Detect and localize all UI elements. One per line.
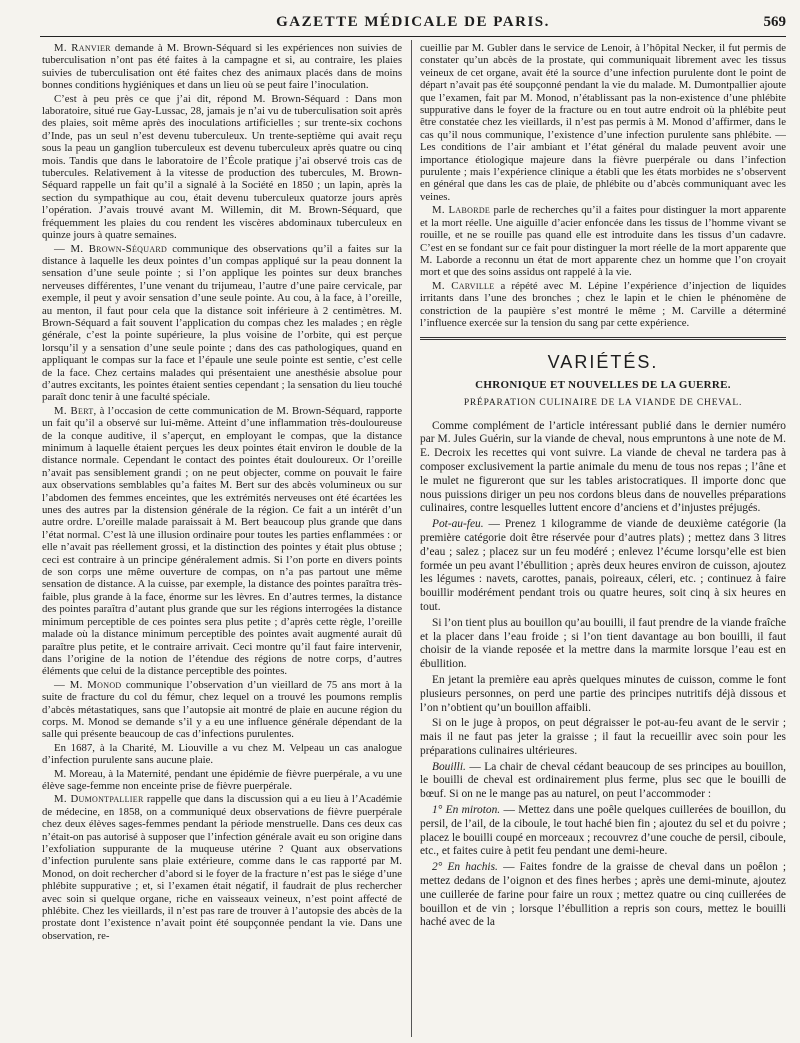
- recipe-pot-au-feu: [420, 518, 786, 615]
- paragraph-dumontpallier: [42, 793, 402, 942]
- paragraph-text: demande à M. Brown-Séquard si les expériences non suivies de tuberculisation n’ont pas été faites à la campagne et si, au contraire, les plaies suivies de tuberculisation ont été faites chez des animaux placés dans de moins bonnes conditions hygiéniques et dans un lieu où se peut faire l’inoculation.: [42, 42, 402, 92]
- paragraph-text: En 1687, à la Charité, M. Liouville a vu chez M. Velpeau un cas analogue d’infection purulente sans aucune plaie.: [42, 741, 402, 767]
- paragraph-text: , à l’occasion de cette communication de M. Brown-Séquard, rapporte un fait qu’il a observé sur lui-même. Atteint d’une inflammation très-douloureuse de la conque auditive, il s’aperçut, en employant le compas, que la distance minimum à laquelle étaient perçues les deux pointes était environ le double de la distance normale. Cependant le contact des pointes était douloureux. Or l’oreille n’avait pas sensiblement grandi ; on ne peut objecter, comme on pouvait le faire aux observations semblables qu’a faites M. Bert sur des abcès volumineux ou sur l’abdomen des femmes enceintes, que les extrémités nerveuses ont été écartées les unes des autres par la distension générale de la région. Ce fait a un intérêt d’un autre ordre. L’oreille malade paraissait à M. Bert beaucoup plus grande que dans l’état normal. C’est là une illusion ordinaire pour toutes les parties enflammées : or elle n’avait pas réellement grossi, et la distinction des pointes y était plus obtuse ; ceci est contraire à un principe généralement admis. Si l’on porte en divers points de son corps une même ouverture de compas, on n’a pas partout une même sensation de distance. A la cuisse, par exemple, la distance des pointes paraîtra très-faible, plus grande à la face, énorme sur les lèvres. En d’autres termes, la distance des pointes paraîtra d’autant plus grande que sur les régions interrogées la distance minimum perceptible de ces pointes sera plus petite ; d’après cette règle, l’oreille malade où la distance minimum perceptible des pointes avait augmenté aurait dû paraître plus petite, et le contraire arrivait. Ceci montre qu’il faut faire intervenir, dans l’origine de la notion de l’étendue des régions de notre corps, d’autres éléments que celui de la distance perceptible des pointes.: [42, 404, 402, 678]
- speaker-name: — M. Brown-Séquard: [54, 242, 168, 255]
- paragraph-bert: [42, 405, 402, 678]
- paragraph-monod: [42, 679, 402, 741]
- paragraph-text: M. Moreau, à la Maternité, pendant une épidémie de fièvre puerpérale, a vu une élève sage-femme non enceinte prise de fièvre puerpérale.: [42, 767, 402, 792]
- recipe-note-degraisser: [420, 717, 786, 758]
- paragraph-liouville: [42, 742, 402, 767]
- paragraph-text: — Faites fondre de la graisse de cheval dans un poêlon ; mettez dedans de l’oignon et des fines herbes ; après une demi-minute, ajoutez une cuillerée de farine pour faire un roux ; mettez quatre ou cinq cuillerées de bouillon et de vin ; lorsque l’ébullition a repris son cours, mettez le bouilli haché avec de la: [420, 861, 786, 929]
- paragraph-carville: [420, 280, 786, 330]
- paragraph-brown-sequard-compas: [42, 243, 402, 404]
- paragraph-continuation: [420, 42, 786, 203]
- article-title: PRÉPARATION CULINAIRE DE LA VIANDE DE CHEVAL.: [463, 398, 743, 409]
- paragraph-text: Si on le juge à propos, on peut dégraisser le pot-au-feu avant de le servir ; mais il ne faut pas jeter la graisse ; il faut la recueillir avec soin pour les préparations culinaires ultérieures.: [420, 717, 786, 757]
- paragraph-moreau: [42, 768, 402, 793]
- right-column: [420, 42, 786, 1037]
- page-number: 569: [763, 14, 786, 30]
- speaker-name: M. Ranvier: [54, 42, 111, 54]
- recipe-note-first-water: [420, 674, 786, 715]
- paragraph-brown-sequard-reply: [42, 93, 402, 242]
- recipe-title: Bouilli.: [432, 760, 466, 773]
- varietes-section: [420, 337, 786, 930]
- paragraph-text: En jetant la première eau après quelques minutes de cuisson, comme le font plusieurs personnes, on perd une partie des principes nutritifs déjà dissous et l’on n’obtient qu’un bouillon affaibli.: [420, 673, 786, 714]
- speaker-name: M. Dumontpallier: [54, 793, 144, 806]
- recipe-title: 1° En miroton.: [432, 804, 501, 817]
- speaker-name: — M. Monod: [54, 678, 122, 691]
- paragraph-text: a répété avec M. Lépine l’expérience d’injection de liquides irritants dans l’une des bronches ; chez le lapin et le chien le phénomène de constriction de la paupière s’est montré le même ; M. Carville a déterminé l’influence exercée sur la tension du sang par cette expérience.: [420, 279, 786, 329]
- paragraph-text: parle de recherches qu’il a faites pour distinguer la mort apparente et la mort réelle. Une aiguille d’acier enfoncée dans les tissus de l’homme vivant se rouille, et ne se rouille pas quand elle est introduite dans les tissus d’un cadavre. C’est en se fondant sur ce fait pour distinguer la mort réelle de la mort apparente que M. Laborde a reconnu un état de mort apparente chez un homme que l’on croyait mort et que des soins assidus ont rappelé à la vie.: [420, 204, 786, 279]
- recipe-bouilli: [420, 761, 786, 802]
- running-head: [40, 14, 786, 37]
- recipe-title: Pot-au-feu.: [432, 518, 484, 531]
- paragraph-text: communique des observations qu’il a faites sur la distance à laquelle les deux pointes d’un compas appliqué sur la peau donnent la sensation d’une seule pointe ; si l’on applique les pointes sur deux branches nerveuses différentes, l’une venant du trijumeau, l’autre d’une paire cervicale, par exemple, il peut y avoir sensation d’une seule pointe. Au cou, à la face, à l’oreille, au menton, il faut pour cela que la distance soit inférieure à 2 centimètres. M. Brown-Séquard a fait souvent l’application du compas chez les malades ; en règle générale, c’est la pointe supérieure, la plus voisine de l’orbite, qui est perçue lorsqu’il y a sensation d’une seule pointe ; dans des cas pathologiques, quand en appliquant le compas sur la face et l’épaule une seule pointe est sentie, c’est celle de la face. Chez certains malades qui présentaient une anesthésie absolue pour d’autres excitants, les pointes étaient senties cependant ; la sensation du lieu touché paraît donc tenir à une faculté spéciale.: [42, 242, 402, 404]
- paragraph-text: C’est à peu près ce que j’ai dit, répond M. Brown-Séquard : Dans mon laboratoire, situé rue Gay-Lussac, 28, jamais je n’ai vu de tuberculisation soit après des plaies, soit même après des inoculations artificielles ; sur trente-six cochons d’Inde, pas un seul n’est devenu tuberculeux. Un trente-septième qui avait reçu sous la peau un ganglion tuberculeux est devenu tuberculeux après quatre ou cinq mois. Tandis que dans le laboratoire de l’École pratique j’ai observé trois cas de tubercules. Relativement à la vitesse de production des tubercules, M. Brown-Séquard rappelle un fait qu’il a signalé à la Société en 1850 ; un lapin, après la section du sympathique au cou, était devenu tuberculeux quatorze jours après l’opération. J’avais trouvé avant M. Willemin, dit M. Brown-Séquard, que fréquemment les plaies du cou rendent les viscères abdominaux tuberculeux en quinze jours à quatre semaines.: [42, 92, 402, 242]
- left-column: [42, 42, 402, 1037]
- recipe-hachis: [420, 861, 786, 930]
- paragraph-text: Si l’on tient plus au bouillon qu’au bouilli, il faut prendre de la viande fraîche et la placer dans l’eau froide ; si l’on tient davantage au bon bouilli, il faut choisir de la viande reposée et la mettre dans la marmite lorsque l’eau est en ébullition.: [420, 616, 786, 671]
- recipe-miroton: [420, 804, 786, 859]
- recipe-note-bouillon: [420, 617, 786, 672]
- column-divider: [411, 40, 412, 1037]
- paragraph-ranvier: [42, 42, 402, 92]
- paragraph-text: Comme complément de l’article intéressant publié dans le dernier numéro par M. Jules Guérin, sur la viande de cheval, nous empruntons à une note de M. E. Decroix les recettes qui vont suivre. La viande de cheval ne tardera pas à composer exclusivement la partie animale du menu de tous nos repas ; l’âne et le mulet ne figureront que sur les tables aristocratiques. Il importe donc que nous puissions diriger un peu nos cordons bleus dans de nouvelles préparations culinaires, contre lesquelles luttent encore d’anciens et d’injustes préjugés.: [420, 419, 786, 515]
- recipe-title: 2° En hachis.: [432, 861, 498, 874]
- paragraph-text: — Prenez 1 kilogramme de viande de deuxième catégorie (la première catégorie doit être réservée pour d’autres plats) ; mettez dans 3 litres d’eau ; salez ; placez sur un feu modéré ; enlevez l’écume lorsqu’elle est bien formée un peu avant l’ébullition ; après deux heures environ de cuisson, ajoutez les légumes : navets, carottes, panais, poireaux, céleri, etc. ; continuez à faire bouillir modérément pendant trois ou quatre heures, soit cinq à six heures en tout.: [420, 518, 786, 613]
- paragraph-laborde: [420, 204, 786, 278]
- speaker-name: M. Bert: [54, 404, 94, 417]
- paragraph-text: — Mettez dans une poêle quelques cuillerées de bouillon, du persil, de l’ail, de la ciboule, le tout haché bien fin ; ajoutez du sel et du poivre ; placez le bouilli coupé en morceaux ; recouvrez d’une couche de persil, ciboule, etc., et faites cuire à petit feu pendant une demi-heure.: [420, 804, 786, 858]
- paragraph-text: — La chair de cheval cédant beaucoup de ses principes au bouillon, le bouilli de cheval est ordinairement plus ferme, plus sec que le bouilli de bœuf. Si on ne le mange pas au naturel, on peut l’accommoder :: [420, 760, 786, 801]
- journal-title: GAZETTE MÉDICALE DE PARIS.: [276, 14, 550, 30]
- speaker-name: M. Laborde: [432, 204, 491, 217]
- paragraph-text: cueillie par M. Gubler dans le service de Lenoir, à l’hôpital Necker, il fut permis de constater qu’un abcès de la prostate, qui communiquait librement avec les tissus veineux de cet organe, avait été la source d’une infection purulente dont le point de départ n’avait pas été soupçonné pendant la vie du malade. M. Dumontpallier ajoute que l’examen, fait par M. Monod, n’établissant pas la non-existence d’une phlébite suppurative dans le foyer de la fracture ou en tout autre endroit où la phlébite peut être constatée chez les vieillards, il n’est pas permis à M. Monod d’affirmer, dans le cas qu’il nous communique, l’existence d’une infection purulente sans phlébite. — Les conditions de l’air ambiant et l’état général du malade peuvent avoir une importance étiologique majeure dans la fièvre puerpérale ou dans l’infection purulente ; mais l’expérience clinique a établi que les états morbides ne s’observent en général que dans les cas de plaie, de phlébite ou d’abcès communiquant avec les veines.: [420, 42, 786, 203]
- section-subtitle: CHRONIQUE ET NOUVELLES DE LA GUERRE.: [475, 378, 731, 391]
- article-body: [420, 420, 786, 931]
- speaker-name: M. Carville: [432, 279, 495, 292]
- paragraph-text: rappelle que dans la discussion qui a eu lieu à l’Académie de médecine, en 1858, on a communiqué deux observations de fièvre puerpérale chez deux élèves sages-femmes pendant la période menstruelle. Dans ces deux cas n’était-on pas autorisé à supposer que l’infection générale avait eu son origine dans l’exfoliation suppurante de la muqueuse utérine ? Quant aux observations d’infection purulente sans plaie extérieure, comme dans le cas rapporté par M. Monod, on doit rechercher d’abord si le foyer de la fracture n’est pas le siége d’une phlébite suppurative ; et, si l’examen était négatif, il faudrait de plus rechercher avec soin si quelque organe, riche en vaisseaux veineux, n’est point affecté de phlébite. Chez les vieillards, il n’est pas rare de trouver à l’autopsie des abcès de la prostate dont l’existence n’avait point été soupçonnée pendant la vie. Dans une observation, re-: [42, 793, 402, 942]
- article-intro: [420, 420, 786, 517]
- section-title: VARIÉTÉS.: [547, 352, 659, 373]
- paragraph-text: communique l’observation d’un vieillard de 75 ans mort à la suite de fracture du col du fémur, chez lequel on a trouvé les poumons remplis d’abcès métastatiques, sans que l’autopsie ait montré de plaie en aucune région du corps. M. Monod se demande s’il y a eu une influence générale dépendant de la salle qui présente beaucoup de cas d’infections purulentes.: [42, 678, 402, 741]
